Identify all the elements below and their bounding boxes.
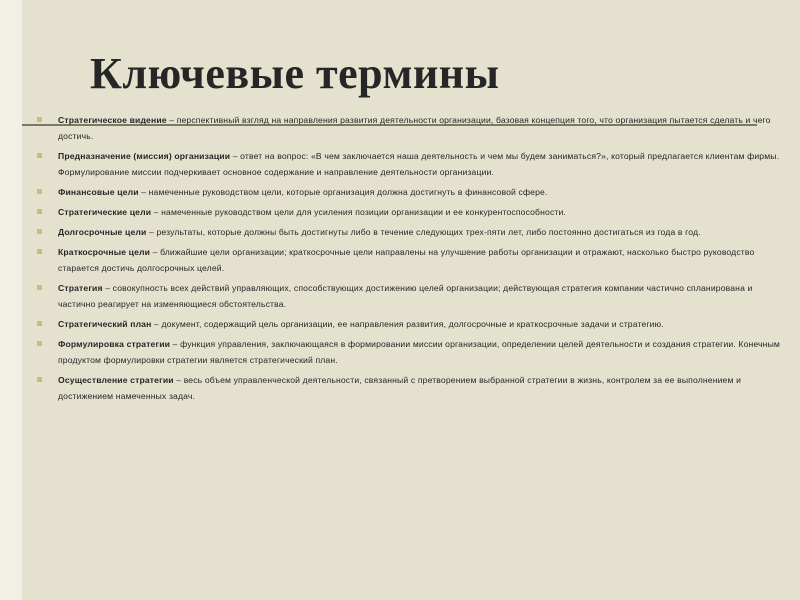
bullet-icon	[37, 209, 42, 214]
term-item	[58, 224, 782, 240]
term-item	[58, 316, 782, 332]
title-area	[22, 0, 800, 130]
bullet-icon	[37, 189, 42, 194]
term-definition: – ответ на вопрос: «В чем заключается наша деятельность и чем мы будем заниматься?», который предлагается клиентам фирмы. Формулирование миссии подчеркивает основное содержание и направление деятельности организации.	[58, 151, 780, 177]
term-definition: – перспективный взгляд на направления развития деятельности организации, базовая концепция того, что организация пытается сделать и чего достичь.	[58, 115, 771, 141]
term-name: Финансовые цели	[58, 187, 139, 197]
term-definition: – намеченные руководством цели, которые организация должна достигнуть в финансовой сфере.	[138, 187, 548, 197]
bullet-icon	[37, 377, 42, 382]
term-definition: – ближайшие цели организации; краткосрочные цели направлены на улучшение работы организации и отражают, насколько быстро руководство старается достичь долгосрочных целей.	[58, 247, 755, 273]
term-name: Стратегический план	[58, 319, 152, 329]
term-definition: – документ, содержащий цель организации, ее направления развития, долгосрочные и краткосрочные задачи и стратегию.	[151, 319, 664, 329]
term-definition: – функция управления, заключающаяся в формировании миссии организации, определении целей деятельности и создания стратегии. Конечным продуктом формулировки стратегии является стратегический план.	[58, 339, 780, 365]
term-definition: – намеченные руководством цели для усиления позиции организации и ее конкурентоспособности.	[151, 207, 566, 217]
term-item	[58, 184, 782, 200]
bullet-icon	[37, 321, 42, 326]
bullet-icon	[37, 153, 42, 158]
term-definition: – весь объем управленческой деятельности, связанный с претворением выбранной стратегии в жизнь, контролем за ее выполнением и достижением намеченных задач.	[58, 375, 742, 401]
bullet-icon	[37, 249, 42, 254]
term-name: Стратегические цели	[58, 207, 152, 217]
term-item	[58, 372, 782, 404]
term-item	[58, 280, 782, 312]
term-name: Долгосрочные цели	[58, 227, 147, 237]
terms-list	[58, 112, 782, 408]
term-name: Краткосрочные цели	[58, 247, 151, 257]
term-name: Осуществление стратегии	[58, 375, 174, 385]
bullet-icon	[37, 285, 42, 290]
bullet-icon	[37, 229, 42, 234]
term-item	[58, 204, 782, 220]
term-name: Предназначение (миссия) организации	[58, 151, 231, 161]
term-item	[58, 244, 782, 276]
term-name: Стратегическое видение	[58, 115, 167, 125]
bullet-icon	[37, 341, 42, 346]
bullet-icon	[37, 117, 42, 122]
term-definition: – совокупность всех действий управляющих, способствующих достижению целей организации; действующая стратегия компании частично спланирована и частично реагирует на изменяющиеся обстоятельства.	[58, 283, 753, 309]
term-item	[58, 336, 782, 368]
term-name: Формулировка стратегии	[58, 339, 171, 349]
term-item	[58, 112, 782, 144]
slide-title: Ключевые термины	[90, 49, 500, 98]
term-name: Стратегия	[58, 283, 103, 293]
term-item	[58, 148, 782, 180]
term-definition: – результаты, которые должны быть достигнуты либо в течение следующих трех-пяти лет, либо постоянно достигаться из года в год.	[146, 227, 701, 237]
